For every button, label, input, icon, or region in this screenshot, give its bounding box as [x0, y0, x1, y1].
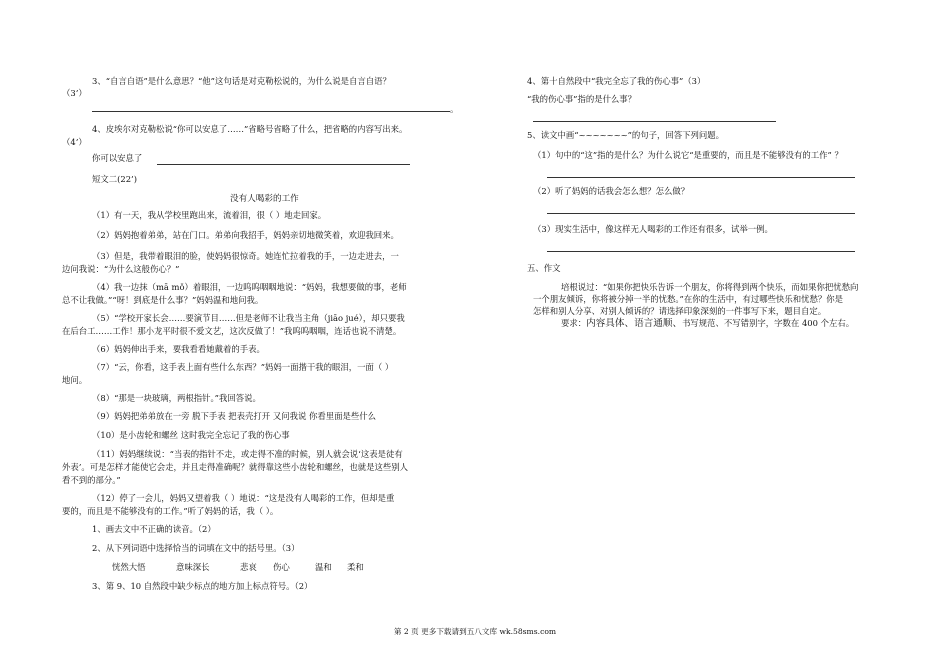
- essay-requirement: [561, 318, 854, 329]
- essay-line: 怎样和别人分享、对别人倾诉的？请选择印象深刻的一件事写下来，题目自定。: [533, 306, 827, 316]
- paragraph-line: 看不到的部分。”: [62, 475, 121, 485]
- answer-line: [533, 121, 776, 122]
- paragraph-line: 总不让我做。”“呀！到底是什么事？”妈妈温和地问我。: [62, 295, 264, 305]
- question-4-points: （4’）: [62, 137, 87, 147]
- word-choice: 意味深长: [176, 562, 210, 572]
- paragraph-line: （4）我一边抹（mā mǒ）着眼泪，一边呜呜咽咽地说：“妈妈，我想要做的事，老师: [92, 282, 407, 292]
- question-3-points: （3’）: [62, 88, 87, 98]
- question-line: 2、从下列词语中选择恰当的词填在文中的括号里。（3）: [92, 543, 300, 553]
- question-line: （3）现实生活中，像这样无人喝彩的工作还有很多，试举一例。: [533, 224, 773, 234]
- question-line: 4、第十自然段中“我完全忘了我的伤心事”（3）: [527, 76, 706, 86]
- paragraph-line: （11）妈妈继续说：“当表的指针不走，或走得不准的时候，别人就会说‘这表是徒有: [92, 449, 403, 459]
- paragraph-line: 外表’。可是怎样才能使它会走，并且走得准确呢？就得靠这些小齿轮和螺丝，也就是这些别人: [62, 462, 409, 472]
- question-line: “我的伤心事”指的是什么事？: [527, 94, 637, 104]
- essay-line: 一个朋友倾诉，你将被分掉一半的忧愁。”在你的生活中，有过哪些快乐和忧愁？你是: [533, 294, 843, 304]
- paragraph-line: （9）妈妈把弟弟放在一旁 脱下手表 把表壳打开 又问我说 你看里面是些什么: [92, 411, 376, 421]
- answer-line: [157, 164, 410, 165]
- question-3-line1: 3、“自言自语”是什么意思？“他”这句话是对克勒松说的，为什么说是自言自语？: [92, 76, 391, 86]
- word-choice: 柔和: [347, 562, 364, 572]
- question-3-period: 。: [450, 104, 459, 114]
- question-line: 3、第 9、10 自然段中缺少标点的地方加上标点符号。（2）: [92, 581, 313, 591]
- question-line: （2）听了妈妈的话我会怎么想？怎么做？: [533, 186, 690, 196]
- question-line: （1）句中的“这”指的是什么？为什么说它“是重要的，而且是不能够没有的工作” ？: [533, 150, 843, 160]
- requirement-emphasis: 内容具体、语言通顺、: [586, 318, 683, 329]
- answer-line: [547, 251, 855, 252]
- paragraph-line: （12）停了一会儿，妈妈又望着我（ ）地说：“这是没有人喝彩的工作，但却是重: [92, 493, 395, 503]
- paragraph-line: （8）“那是一块玻璃，两根指针。”我回答说。: [92, 393, 261, 403]
- paragraph-line: （6）妈妈伸出手来，要我看看她戴着的手表。: [92, 344, 265, 354]
- paragraph-line: （3）但是，我带着眼泪的脸，使妈妈很惊奇。她连忙拉着我的手，一边走进去，一: [92, 251, 399, 261]
- paragraph-line: 边问我说：“为什么这般伤心？”: [62, 264, 180, 274]
- word-choice: 悲哀: [240, 562, 257, 572]
- answer-line: [547, 213, 855, 214]
- word-choice: 温和: [315, 562, 332, 572]
- question-4-line1: 4、皮埃尔对克勒松说“你可以安息了……”省略号省略了什么，把省略的内容写出来。: [92, 124, 408, 134]
- paragraph-line: （10）是小齿轮和螺丝 这时我完全忘记了我的伤心事: [92, 430, 290, 440]
- question-line: 5、读文中画“~~~~~~~”的句子，回答下列问题。: [527, 130, 725, 140]
- requirement-label: 要求：: [561, 318, 587, 328]
- paragraph-line: 地问。: [62, 375, 88, 385]
- question-line: 1、画去文中不正确的读音。（2）: [92, 524, 216, 534]
- page-footer: 第 2 页 更多下载请到五八文库 wk.58sms.com: [393, 627, 557, 636]
- paragraph-line: （5）“学校开家长会……要演节目……但是老师不让我当主角（jiāo jué），却只要我: [92, 313, 405, 323]
- paragraph-line: （2）妈妈抱着弟弟，站在门口。弟弟向我招手，妈妈亲切地微笑着，欢迎我回来。: [92, 230, 399, 240]
- section-heading: 五、作文: [527, 263, 561, 273]
- paragraph-line: 在后台工……工作！那小龙平时很不爱文艺，这次反做了！”我呜呜咽咽，连话也说不清楚。: [62, 326, 402, 336]
- requirement-text: 书写规范、不写错别字，字数在 400 个左右。: [682, 318, 855, 328]
- answer-line: [547, 177, 855, 178]
- word-choice: 恍然大悟: [112, 562, 146, 572]
- paragraph-line: （1）有一天，我从学校里跑出来，流着泪，很（ ）地走回家。: [92, 210, 327, 220]
- question-4-prompt: 你可以安息了: [92, 153, 143, 163]
- word-choice: 伤心: [273, 562, 290, 572]
- paragraph-line: （7）“云，你看，这手表上面有些什么东西？”妈妈一面揩干我的眼泪，一面（ ）: [92, 362, 394, 372]
- paragraph-line: 要的，而且是不能够没有的工作。”听了妈妈的话，我（ ）。: [62, 506, 279, 516]
- answer-line: [92, 111, 450, 112]
- section-heading: 短文二(22’): [92, 174, 137, 184]
- passage-title: 没有人喝彩的工作: [230, 194, 299, 204]
- essay-line: 培根说过：“如果你把快乐告诉一个朋友，你将得到两个快乐，而如果你把忧愁向: [561, 282, 859, 292]
